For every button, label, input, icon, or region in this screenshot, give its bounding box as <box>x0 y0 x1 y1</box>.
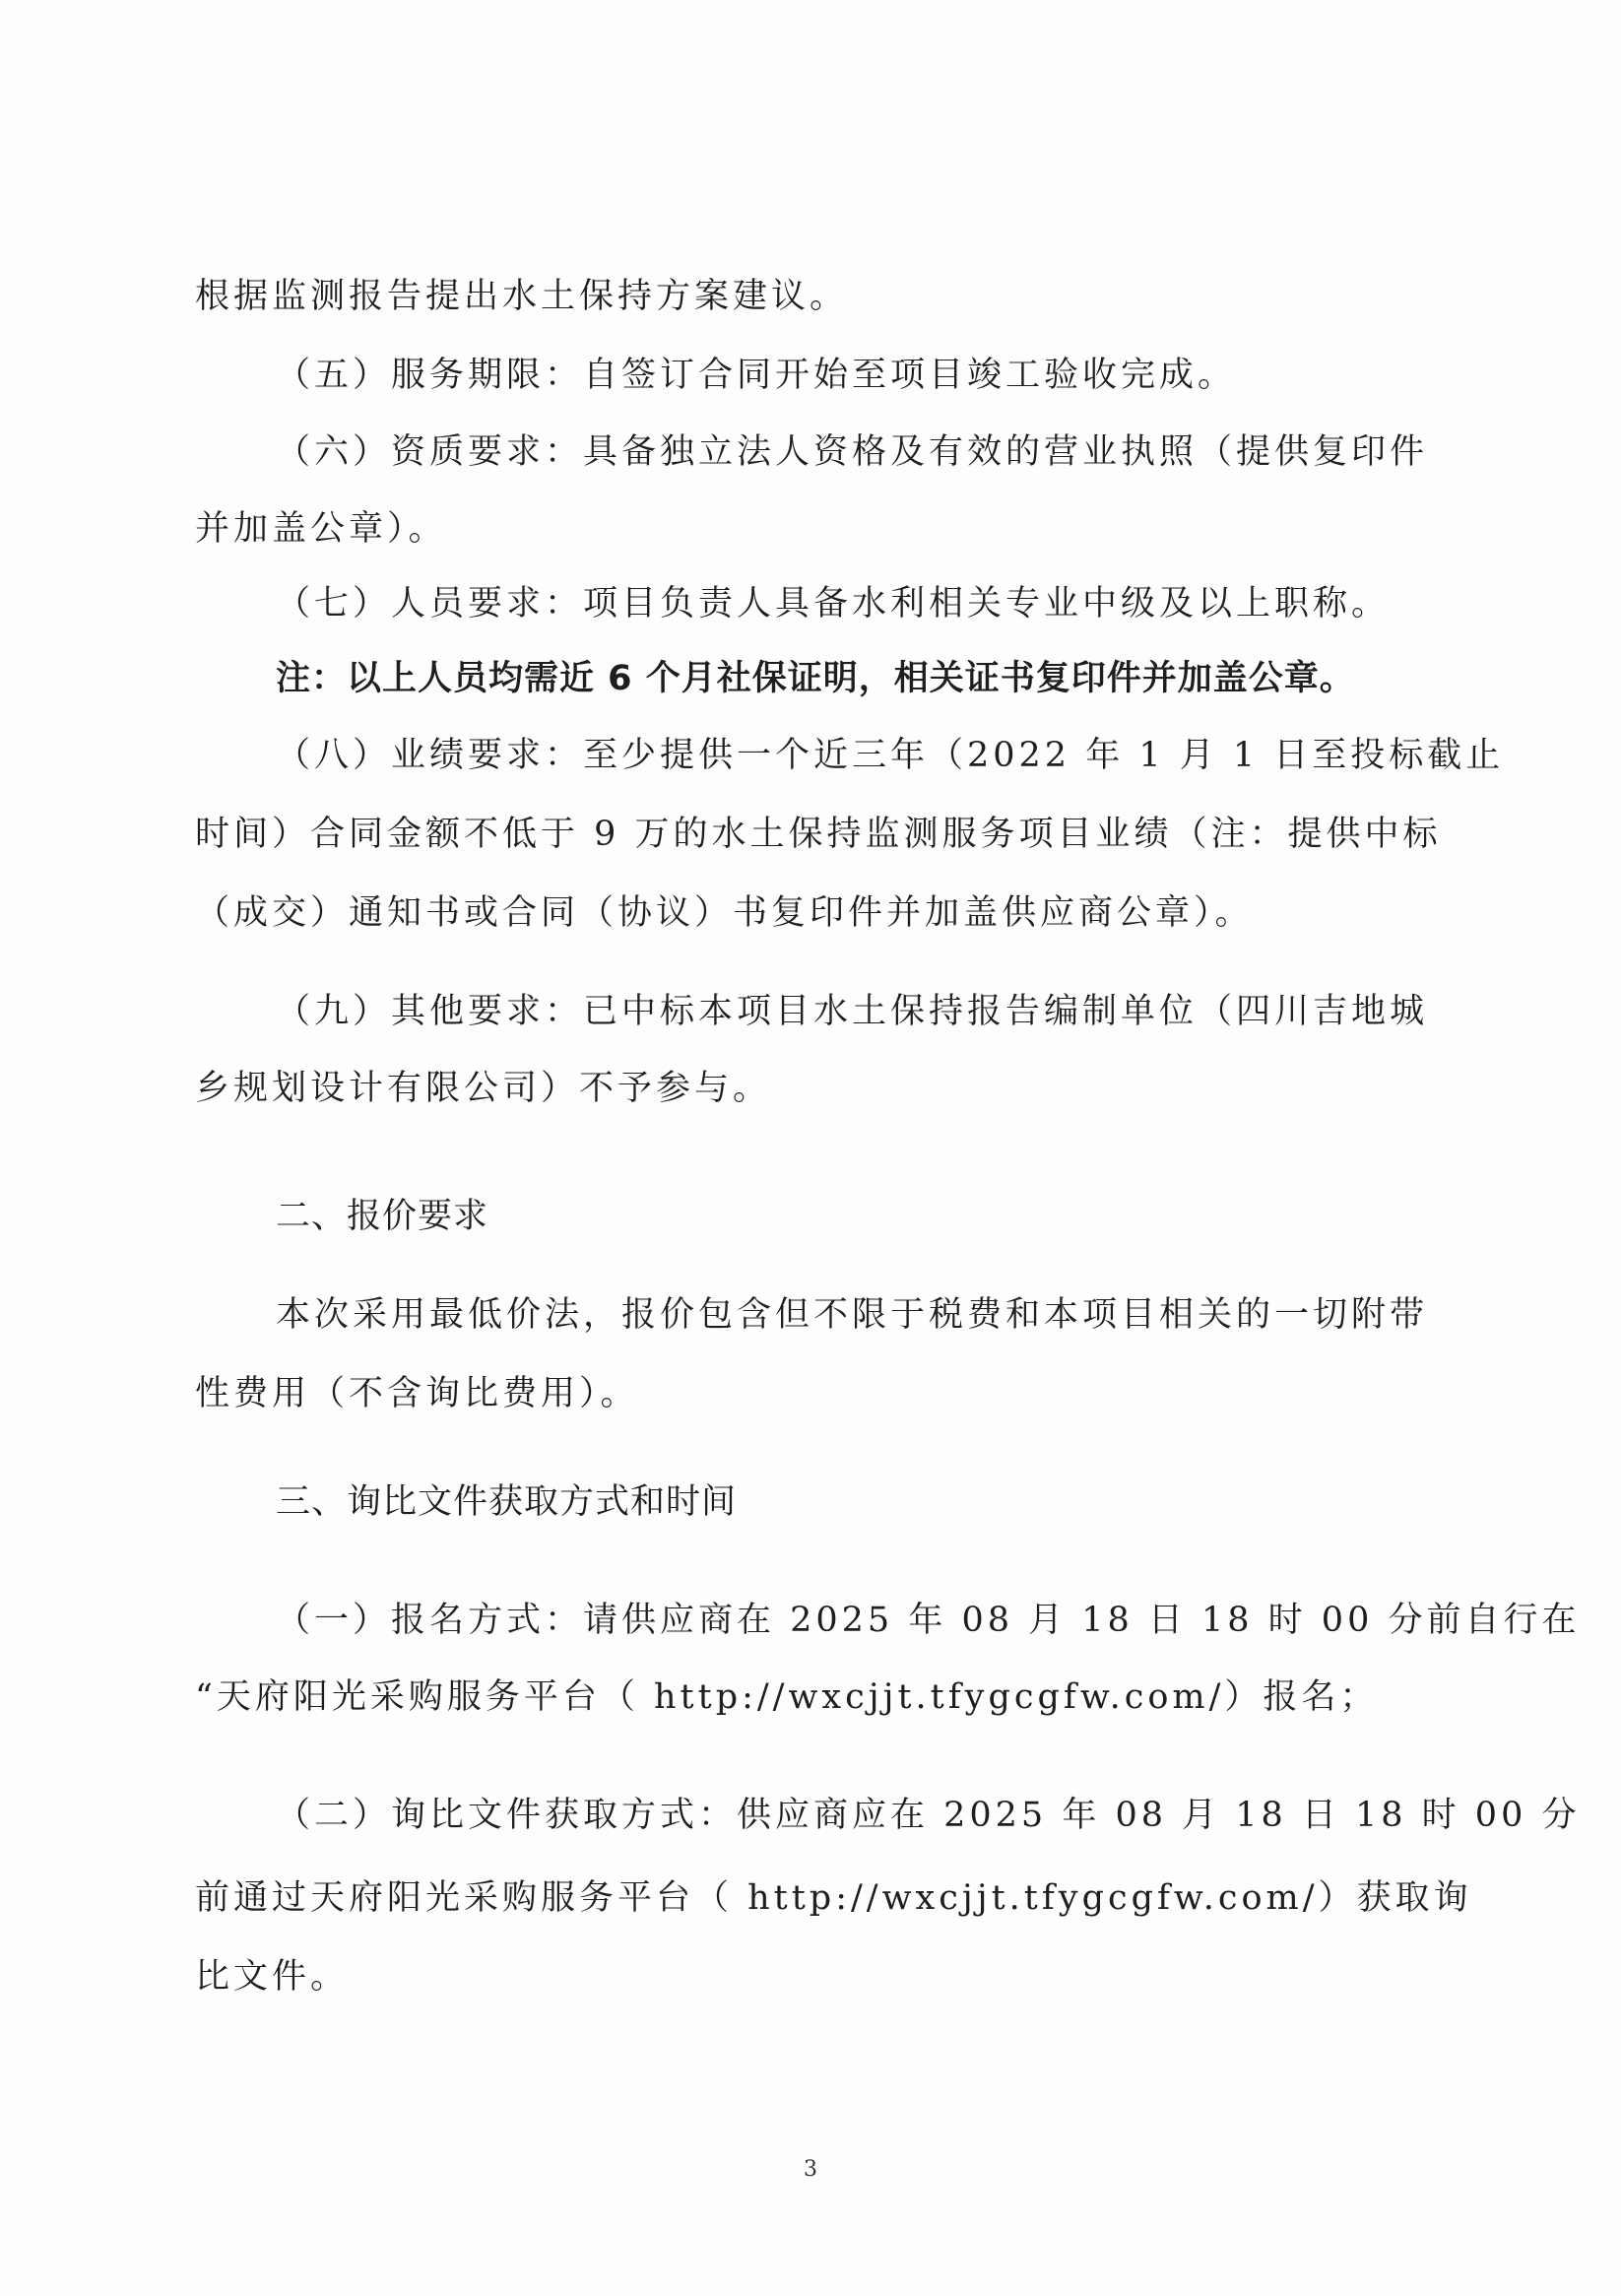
section-heading-acquisition: 三、询比文件获取方式和时间 <box>276 1482 738 1522</box>
body-line: 前通过天府阳光采购服务平台（ http://wxcjjt.tfygcgfw.com/）获取询 <box>195 1878 1472 1918</box>
note-social-security: 注：以上人员均需近 6 个月社保证明，相关证书复印件并加盖公章。 <box>276 659 1355 698</box>
body-line: “天府阳光采购服务平台（ http://wxcjjt.tfygcgfw.com/）报名； <box>195 1677 1379 1717</box>
clause-registration: （一）报名方式：请供应商在 2025 年 08 月 18 日 18 时 00 分前自行在 <box>276 1601 1581 1640</box>
body-line: 比文件。 <box>195 1957 350 1997</box>
clause-qualification: （六）资质要求：具备独立法人资格及有效的营业执照（提供复印件 <box>276 432 1429 472</box>
body-line: 时间）合同金额不低于 9 万的水土保持监测服务项目业绩（注：提供中标 <box>195 815 1442 854</box>
page-number: 3 <box>804 2157 817 2182</box>
body-line: （成交）通知书或合同（协议）书复印件并加盖供应商公章）。 <box>195 893 1254 933</box>
body-line: 并加盖公章）。 <box>195 509 447 549</box>
clause-personnel: （七）人员要求：项目负责人具备水利相关专业中级及以上职称。 <box>276 584 1391 623</box>
body-line: 根据监测报告提出水土保持方案建议。 <box>195 277 849 316</box>
clause-performance: （八）业绩要求：至少提供一个近三年（2022 年 1 月 1 日至投标截止 <box>276 736 1505 775</box>
clause-document-acquisition: （二）询比文件获取方式：供应商应在 2025 年 08 月 18 日 18 时 00 分 <box>276 1796 1581 1835</box>
section-heading-quotation: 二、报价要求 <box>276 1197 489 1236</box>
clause-other: （九）其他要求：已中标本项目水土保持报告编制单位（四川吉地城 <box>276 992 1429 1031</box>
body-line: 本次采用最低价法，报价包含但不限于税费和本项目相关的一切附带 <box>276 1295 1429 1335</box>
body-line: 性费用（不含询比费用）。 <box>195 1374 639 1413</box>
clause-service-period: （五）服务期限：自签订合同开始至项目竣工验收完成。 <box>276 356 1237 395</box>
body-line: 乡规划设计有限公司）不予参与。 <box>195 1069 772 1108</box>
